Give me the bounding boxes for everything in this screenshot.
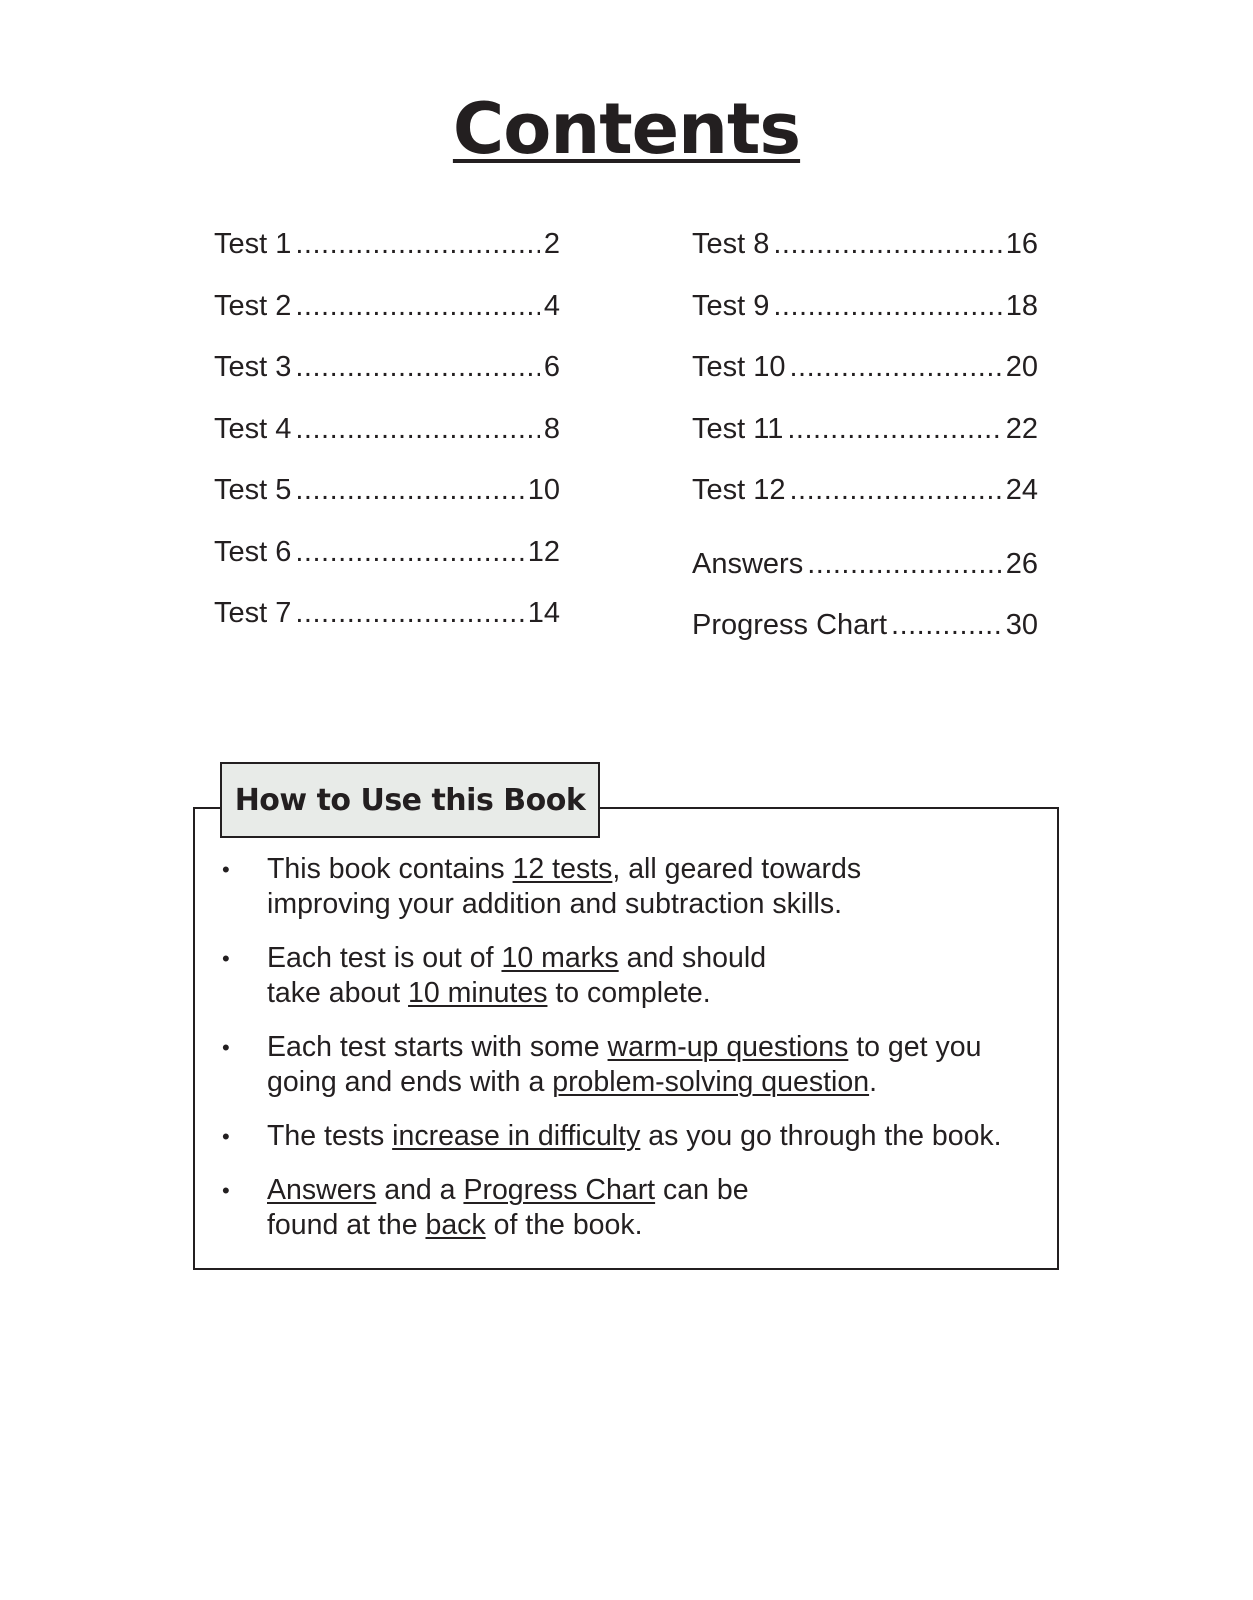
toc-entry-progress-chart[interactable]	[692, 609, 1038, 671]
toc-leader-dots	[790, 351, 1002, 384]
toc-label: Test 7	[214, 597, 292, 629]
toc-leader-dots	[787, 413, 1001, 446]
toc-page-number: 20	[1005, 351, 1038, 383]
toc-entry[interactable]	[692, 474, 1038, 536]
page-title	[0, 88, 1253, 170]
list-item-line	[267, 887, 1048, 922]
text: found at the	[267, 1209, 426, 1241]
toc-page-number: 18	[1005, 289, 1038, 322]
toc-page-number: 22	[1005, 412, 1038, 445]
list-item	[218, 941, 1048, 1011]
toc-label: Test 12	[692, 474, 786, 506]
toc-leader-dots	[295, 351, 539, 384]
toc-page-number: 24	[1005, 474, 1038, 506]
bullet-icon: •	[222, 946, 230, 971]
list-item-line	[267, 1030, 1048, 1065]
toc-leader-dots	[295, 290, 539, 323]
toc-page-number: 8	[543, 412, 560, 445]
toc-label: Test 5	[214, 474, 292, 506]
toc-leader-dots	[295, 228, 539, 261]
toc-label: Test 1	[214, 228, 292, 260]
toc-page-number: 30	[1005, 609, 1038, 641]
list-item-line	[267, 941, 1048, 976]
toc-entry[interactable]	[214, 413, 560, 475]
text: of the book.	[485, 1209, 643, 1241]
text: to complete.	[547, 977, 711, 1009]
toc-leader-dots	[295, 536, 523, 569]
toc-leader-dots	[773, 290, 1001, 323]
toc-entry[interactable]	[214, 351, 560, 413]
text: , all geared towards	[612, 853, 862, 885]
how-to-use-list	[218, 852, 1048, 1262]
text: Each test is out of	[267, 942, 502, 974]
text: Each test starts with some	[267, 1031, 608, 1063]
list-item-line	[267, 1065, 1048, 1100]
toc-label: Progress Chart	[692, 609, 888, 641]
bullet-icon: •	[222, 857, 230, 882]
underlined-text: 12 tests	[512, 853, 613, 885]
list-item	[218, 1030, 1048, 1100]
text: going and ends with a	[267, 1066, 553, 1098]
page-title-text: Contents	[452, 88, 801, 170]
toc-leader-dots	[773, 228, 1001, 261]
toc-entry[interactable]	[214, 474, 560, 536]
text: improving your addition and subtraction skills.	[267, 888, 843, 920]
toc-label: Test 4	[214, 412, 292, 445]
toc-entry-answers[interactable]	[692, 548, 1038, 610]
toc-label: Test 10	[692, 351, 786, 383]
list-item	[218, 1119, 1048, 1154]
toc-page-number: 6	[543, 351, 560, 383]
toc-leader-dots	[790, 474, 1002, 507]
underlined-text: Progress Chart	[463, 1174, 656, 1206]
underlined-text: warm-up questions	[607, 1031, 849, 1063]
toc-entry[interactable]	[214, 597, 560, 659]
toc-page-number: 12	[527, 535, 560, 568]
text: and should	[618, 942, 767, 974]
bullet-icon: •	[222, 1178, 230, 1203]
bullet-icon: •	[222, 1035, 230, 1060]
toc-left-column	[214, 228, 560, 659]
how-to-use-heading	[220, 762, 600, 838]
bullet-icon: •	[222, 1124, 230, 1149]
toc-leader-dots	[807, 548, 1002, 581]
text: and a	[376, 1174, 464, 1206]
underlined-text: 10 minutes	[408, 977, 548, 1009]
list-item-line	[267, 1119, 1048, 1154]
toc-entry[interactable]	[214, 228, 560, 290]
text: take about	[267, 977, 409, 1009]
underlined-text: increase in difficulty	[392, 1120, 641, 1152]
toc-leader-dots	[891, 609, 1002, 642]
toc-leader-dots	[295, 474, 523, 507]
toc-label: Test 9	[692, 289, 770, 322]
text: The tests	[267, 1120, 393, 1152]
toc-page-number: 2	[543, 228, 560, 260]
toc-right-column	[692, 228, 1038, 671]
list-item-line	[267, 852, 1048, 887]
text: This book contains	[267, 853, 513, 885]
toc-entry[interactable]	[692, 413, 1038, 475]
toc-entry[interactable]	[214, 290, 560, 352]
toc-label: Test 11	[692, 412, 784, 445]
how-to-use-heading-text: How to Use this Book	[234, 782, 586, 818]
underlined-text: back	[425, 1209, 486, 1241]
underlined-text: Answers	[267, 1174, 377, 1206]
toc-page-number: 14	[527, 597, 560, 629]
toc-page-number: 10	[527, 474, 560, 506]
toc-entry[interactable]	[692, 351, 1038, 413]
toc-page-number: 26	[1005, 547, 1038, 580]
list-item-line	[267, 1208, 1048, 1243]
text: to get you	[848, 1031, 982, 1063]
toc-page-number: 4	[543, 289, 560, 322]
list-item-line	[267, 1173, 1048, 1208]
toc-label: Test 3	[214, 351, 292, 383]
toc-label: Test 6	[214, 535, 292, 568]
toc-entry[interactable]	[692, 228, 1038, 290]
text: .	[869, 1066, 877, 1098]
text: can be	[655, 1174, 749, 1206]
toc-label: Answers	[692, 547, 804, 580]
text: as you go through the book.	[640, 1120, 1002, 1152]
list-item-line	[267, 976, 1048, 1011]
list-item	[218, 1173, 1048, 1243]
toc-entry[interactable]	[214, 536, 560, 598]
underlined-text: 10 marks	[501, 942, 619, 974]
toc-label: Test 8	[692, 228, 770, 260]
toc-label: Test 2	[214, 289, 292, 322]
toc-entry[interactable]	[692, 290, 1038, 352]
toc-leader-dots	[295, 597, 523, 630]
toc-page-number: 16	[1005, 228, 1038, 260]
list-item	[218, 852, 1048, 922]
toc-leader-dots	[295, 413, 539, 446]
underlined-text: problem-solving question	[552, 1066, 870, 1098]
toc-spacer	[692, 536, 1038, 548]
